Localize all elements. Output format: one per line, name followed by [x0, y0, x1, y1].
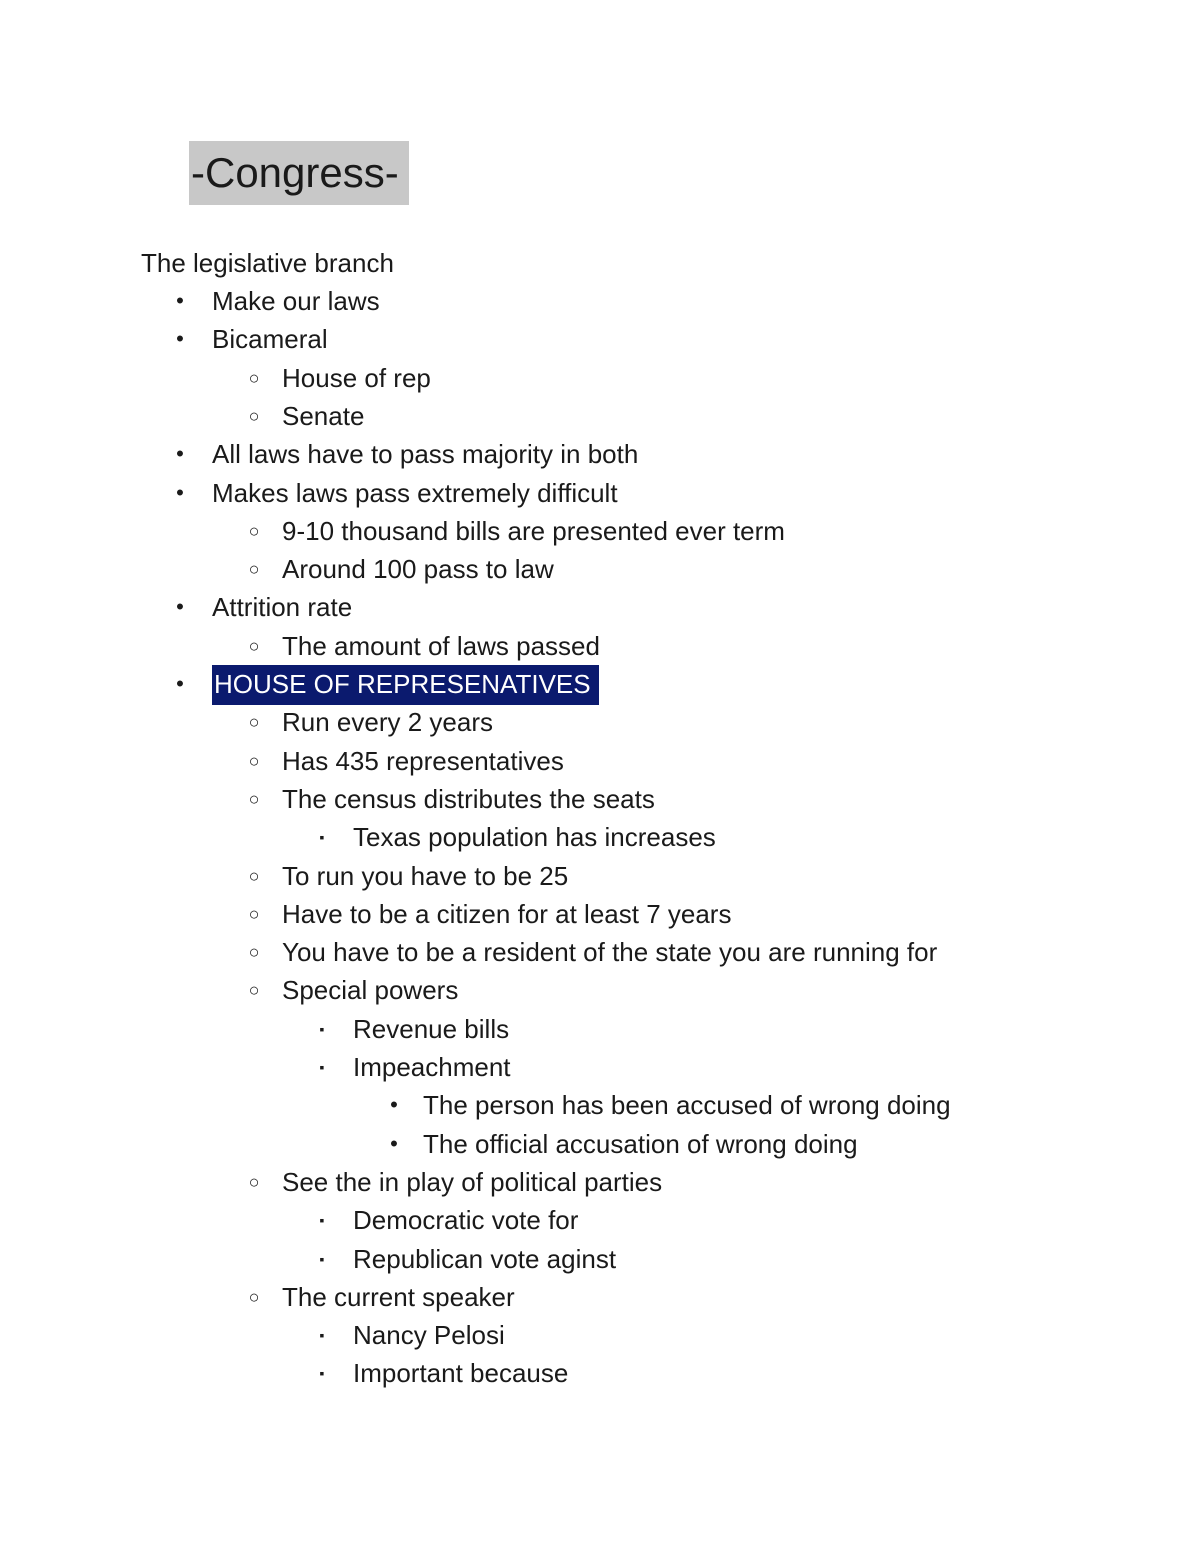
bullet-icon: •	[176, 594, 184, 620]
bullet-icon: ○	[248, 865, 260, 886]
list-item-text: Has 435 representatives	[282, 745, 564, 776]
bullet-icon: •	[176, 441, 184, 467]
list-item-text: Republican vote aginst	[353, 1243, 617, 1274]
list-item-text: Makes laws pass extremely difficult	[212, 477, 618, 508]
bullet-icon: ○	[248, 750, 260, 771]
list-item-text: The amount of laws passed	[282, 630, 600, 661]
list-item-text: Make our laws	[212, 286, 380, 316]
bullet-icon: ○	[248, 942, 260, 963]
bullet-icon: •	[176, 479, 184, 505]
list-item-text: The official accusation of wrong doing	[423, 1128, 858, 1159]
page-title: -Congress-	[189, 141, 409, 205]
bullet-icon: ○	[248, 788, 260, 809]
bullet-icon: ○	[248, 980, 260, 1001]
list-item-text: Special powers	[282, 975, 459, 1006]
bullet-icon: ▪	[319, 1059, 325, 1075]
bullet-icon: •	[176, 288, 184, 313]
bullet-icon: •	[176, 326, 184, 352]
bullet-icon: ▪	[319, 1250, 325, 1267]
list-item-text: The person has been accused of wrong doing	[423, 1090, 951, 1121]
bullet-icon: ▪	[319, 1327, 325, 1344]
bullet-icon: ○	[248, 903, 260, 924]
bullet-icon: ○	[248, 367, 260, 388]
bullet-icon: ○	[248, 1286, 260, 1307]
bullet-icon: ○	[248, 520, 260, 541]
list-item-text: Bicameral	[212, 324, 328, 355]
bullet-icon: ▪	[319, 1365, 325, 1382]
list-item-text: Nancy Pelosi	[353, 1320, 505, 1351]
list-item-text: 9-10 thousand bills are presented ever term	[282, 515, 785, 546]
list-item-text: Around 100 pass to law	[282, 554, 554, 585]
bullet-icon: ○	[248, 405, 260, 426]
highlighted-item-text: HOUSE OF REPRESENATIVES	[212, 665, 599, 705]
list-item-text: All laws have to pass majority in both	[212, 439, 639, 470]
list-item-text: Senate	[282, 400, 365, 431]
list-item-text: The current speaker	[282, 1281, 515, 1312]
list-item-text: House of rep	[282, 362, 431, 393]
list-item-text: Revenue bills	[353, 1013, 510, 1044]
list-item-text: Impeachment	[353, 1052, 511, 1082]
list-item-text: The census distributes the seats	[282, 783, 655, 814]
list-item-text: Run every 2 years	[282, 707, 493, 738]
list-item-text: Democratic vote for	[353, 1205, 579, 1236]
list-item-text: Texas population has increases	[353, 822, 716, 853]
list-item-text: You have to be a resident of the state you are running for	[282, 937, 938, 968]
bullet-icon: ▪	[319, 829, 325, 846]
bullet-icon: ○	[248, 635, 260, 656]
bullet-icon: ○	[248, 1171, 260, 1192]
bullet-icon: ▪	[319, 1020, 325, 1037]
list-item-text: See the in play of political parties	[282, 1166, 663, 1197]
bullet-icon: •	[390, 1130, 398, 1156]
bullet-icon: ○	[248, 559, 260, 580]
intro-line: The legislative branch	[141, 248, 394, 278]
bullet-icon: ○	[248, 712, 260, 733]
list-item-text: To run you have to be 25	[282, 860, 569, 891]
bullet-icon: •	[390, 1092, 398, 1118]
list-item-text: Important because	[353, 1358, 569, 1389]
list-item-text: Have to be a citizen for at least 7 years	[282, 898, 732, 929]
bullet-icon: •	[176, 671, 184, 696]
list-item-text: Attrition rate	[212, 592, 353, 623]
bullet-icon: ▪	[319, 1212, 325, 1229]
